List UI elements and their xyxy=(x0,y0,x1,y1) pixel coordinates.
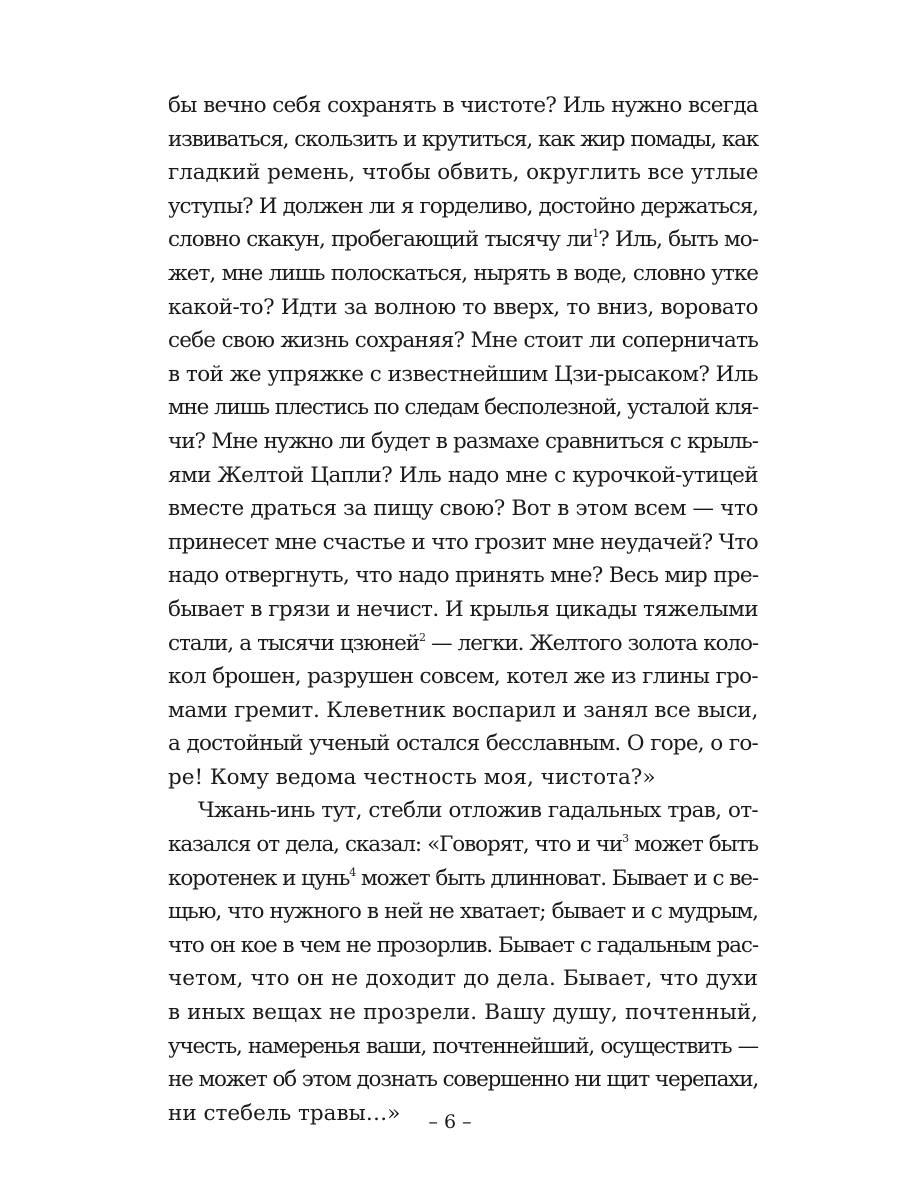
text-line xyxy=(168,190,758,224)
line-text: кол брошен, разрушен совсем, котел же из глины гро- xyxy=(168,664,758,690)
line-text-continued: может быть длинноват. Бывает и с ве- xyxy=(355,865,759,891)
line-text: бывает в грязи и нечист. И крылья цикады тяжелыми xyxy=(168,596,758,622)
line-text-continued: — легки. Желтого золота коло- xyxy=(424,630,758,656)
line-text: надо отвергнуть, что надо принять мне? Весь мир пре- xyxy=(168,563,759,589)
text-line xyxy=(168,526,758,560)
line-text: вместе драться за пищу свою? Вот в этом всем — что xyxy=(168,496,758,522)
text-line xyxy=(168,89,758,123)
text-line xyxy=(168,123,758,157)
text-line xyxy=(168,1030,758,1064)
text-line xyxy=(168,291,758,325)
line-text: казался от дела, сказал: «Говорят, что и чи xyxy=(168,832,623,858)
text-line xyxy=(168,694,758,728)
text-line xyxy=(168,391,758,425)
text-line xyxy=(168,459,758,493)
text-line xyxy=(168,593,758,627)
line-text: словно скакун, пробегающий тысячу ли xyxy=(168,227,593,253)
text-line xyxy=(168,962,758,996)
line-text: извиваться, скользить и крутиться, как жир помады, как xyxy=(168,126,758,152)
text-line xyxy=(168,425,758,459)
text-line xyxy=(168,862,758,896)
text-line xyxy=(168,996,758,1030)
line-text: четом, что он не доходит до дела. Бывает, что духи xyxy=(168,966,758,992)
footnote-marker: 4 xyxy=(349,865,356,879)
text-line xyxy=(168,223,758,257)
text-line xyxy=(168,627,758,661)
text-line xyxy=(168,828,758,862)
text-line xyxy=(168,1063,758,1097)
text-line xyxy=(168,895,758,929)
line-text: коротенек и цунь xyxy=(168,865,350,891)
footnote-marker: 3 xyxy=(622,832,629,846)
line-text: в той же упряжке с известнейшим Цзи-рысаком? Иль xyxy=(168,361,758,387)
line-text: ни стебель травы…» xyxy=(168,1100,401,1126)
line-text: принесет мне счастье и что грозит мне неудачей? Что xyxy=(168,529,758,555)
line-text: что он кое в чем не прозорлив. Бывает с гадальным рас- xyxy=(168,932,758,958)
line-text: ями Желтой Цапли? Иль надо мне с курочкой-утицей xyxy=(168,462,758,488)
line-text: уступы? И должен ли я горделиво, достойно держаться, xyxy=(168,193,758,219)
text-line xyxy=(168,660,758,694)
line-text: бы вечно себя сохранять в чистоте? Иль нужно всегда xyxy=(168,93,758,118)
body-text xyxy=(168,89,758,1130)
line-text: гладкий ремень, чтобы обвить, округлить все утлые xyxy=(168,160,759,186)
line-text: мне лишь плестись по следам бесполезной, усталой кля- xyxy=(168,395,758,421)
text-line xyxy=(168,929,758,963)
line-text: учесть, намеренья ваши, почтеннейший, осуществить — xyxy=(168,1033,758,1059)
line-text: жет, мне лишь полоскаться, нырять в воде, словно утке xyxy=(168,260,758,286)
line-text: не может об этом дознать совершенно ни щит черепахи, xyxy=(168,1067,758,1093)
text-line xyxy=(168,727,758,761)
line-text: себе свою жизнь сохраняя? Мне стоит ли соперничать xyxy=(168,328,758,354)
line-text: ре! Кому ведома честность моя, чистота?» xyxy=(168,764,656,790)
line-text: а достойный ученый остался бесславным. О горе, о го- xyxy=(168,731,758,757)
text-line xyxy=(168,492,758,526)
line-text: чи? Мне нужно ли будет в размахе сравниться с крыль- xyxy=(168,428,758,454)
line-text: стали, а тысячи цзюней xyxy=(168,630,419,656)
text-line xyxy=(168,156,758,190)
page-number: – 6 – xyxy=(428,1111,472,1133)
line-text: мами гремит. Клеветник воспарил и занял все выси, xyxy=(168,697,758,723)
text-line xyxy=(168,358,758,392)
line-text-continued: может быть xyxy=(628,832,758,858)
text-line xyxy=(168,559,758,593)
footnote-marker: 1 xyxy=(592,227,599,241)
line-text: щью, что нужного в ней не хватает; бывает и с мудрым, xyxy=(168,899,758,925)
line-text: в иных вещах не прозрели. Вашу душу, почтенный, xyxy=(168,1000,758,1026)
line-text-continued: ? Иль, быть мо- xyxy=(598,227,758,253)
footnote-marker: 2 xyxy=(418,630,425,644)
text-line xyxy=(168,324,758,358)
text-line xyxy=(168,761,758,795)
line-text: какой-то? Идти за волною то вверх, то вниз, воровато xyxy=(168,294,758,320)
text-line xyxy=(168,794,758,828)
text-line xyxy=(168,257,758,291)
line-text: Чжань-инь тут, стебли отложив гадальных трав, от- xyxy=(198,798,758,824)
